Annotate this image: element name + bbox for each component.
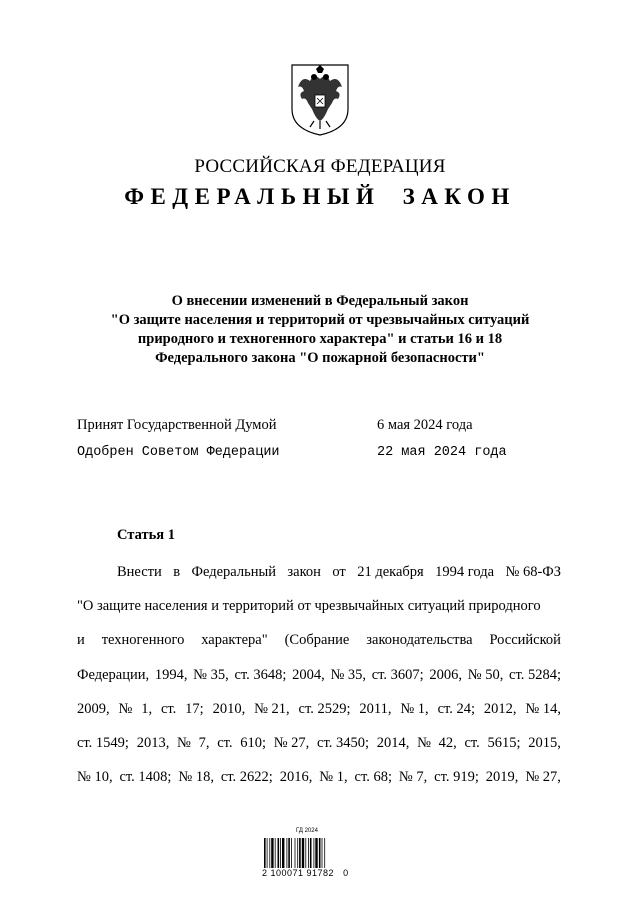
barcode-bar [271,838,273,868]
barcode-bar [264,838,266,868]
coat-of-arms-icon [288,63,352,137]
article-word: от [332,564,346,580]
barcode-bar [305,838,306,868]
barcode-bar [275,838,276,868]
article-word: № 27, [525,769,561,786]
title-line: природного и техногенного характера" и статьи 16 и 18 [137,331,503,347]
article-word: Российской [489,632,561,649]
barcode-bar [269,838,270,868]
article-word: 17; [185,700,204,717]
article-line [77,623,561,657]
barcode-bar [295,838,296,868]
article-word: № 10, [77,769,113,786]
article-word: ст. [464,734,480,751]
article-word: ст. 24; [437,700,476,717]
article-word: в [173,564,181,580]
title-line: Федерального закона "О пожарной безопасности" [155,350,485,366]
barcode-number: 2 100071 91782 0 [262,868,349,878]
article-word: ст. 3648; [234,666,287,683]
article-word: № 18, [178,769,214,786]
article-heading: Статья 1 [117,527,175,543]
article-word: № 1, [400,700,429,717]
article-word: 610; [240,734,266,751]
article-word: № 14, [525,700,561,717]
article-line [77,726,561,760]
council-approval-date: 22 мая 2024 года [377,445,507,460]
article-word: ст. 1408; [119,769,172,786]
article-word: 5615; [487,734,521,751]
article-word: № 50, [467,666,504,683]
article-word: "О защите населения и территорий от чрезвычайных ситуаций природного [77,598,541,615]
article-word: характера" [201,632,268,649]
article-word: № [118,700,133,717]
article-word: 2019, [485,769,519,786]
article-word: 2009, [77,700,110,717]
article-word: ст. [217,734,233,751]
barcode-bar [319,838,321,868]
council-approval-label: Одобрен Советом Федерации [77,445,280,460]
article-word: № 1, [319,769,348,786]
barcode-bar [282,838,284,868]
article-word: ст. 5284; [509,666,561,683]
article-word: ст. 919; [434,769,479,786]
article-line [77,589,561,623]
article-line [77,760,561,794]
article-line [77,692,561,726]
article-word: Внести [117,564,162,580]
article-word: 2006, [429,666,463,683]
article-word: № 27, [273,734,310,751]
article-word: и [77,632,85,649]
article-word: № 7, [398,769,428,786]
article-word: закон [287,564,321,580]
article-word: № 21, [254,700,290,717]
country-name: РОССИЙСКАЯ ФЕДЕРАЦИЯ [194,156,446,177]
article-word: ст. 1549; [77,734,129,751]
article-word: 2014, [376,734,410,751]
title-line: О внесении изменений в Федеральный закон [171,293,469,309]
article-word: (Собрание [284,632,350,649]
barcode-bar [310,838,312,868]
barcode-bar [291,838,292,868]
article-word: 2012, [483,700,517,717]
article-word: ст. 3607; [371,666,424,683]
duma-adoption-label: Принят Государственной Думой [77,417,277,433]
article-word: 42, [438,734,457,751]
article-word: 2011, [359,700,392,717]
barcode-bar [267,838,268,868]
article-word: законодательства [366,632,473,649]
article-word: ст. 3450; [317,734,369,751]
barcode-bar [308,838,309,868]
article-word: ст. 2529; [298,700,351,717]
barcode-bar [287,838,288,868]
article-word: 2004, [292,666,325,683]
article-word: ст. [160,700,177,717]
article-word: 2015, [528,734,561,751]
article-word: № 35, [193,666,229,683]
article-word: 1994, [154,666,188,683]
law-type-title: ФЕДЕРАЛЬНЫЙ ЗАКОН [124,184,516,209]
law-subject-title [0,292,640,368]
barcode-bar [322,838,323,868]
article-word: № 68-ФЗ [505,564,561,580]
article-word: 1, [141,700,153,717]
title-line: "О защите населения и территорий от чрезвычайных ситуаций [110,312,530,328]
article-word: 7, [198,734,210,751]
article-line [77,555,561,589]
barcode-bar [280,838,281,868]
barcode-bar [297,838,298,868]
article-word: Федерации, [77,666,150,683]
article-body [77,555,561,794]
article-word: 2010, [212,700,246,717]
article-word: ст. 68; [354,769,392,786]
barcode-small-label: ГД 2024 [296,828,318,834]
article-word: № 35, [330,666,367,683]
article-word: № [177,734,191,751]
article-line [77,658,561,692]
barcode-bar [314,838,315,868]
duma-adoption-date: 6 мая 2024 года [377,417,473,433]
article-word: 2013, [136,734,170,751]
barcode-bar [288,838,290,868]
article-word: Федеральный [191,564,276,580]
barcode-bar [315,838,317,868]
article-word: ст. 2622; [220,769,273,786]
barcode-bar [324,838,325,868]
article-word: техногенного [101,632,185,649]
article-word: № [417,734,431,751]
barcode-bar [302,838,304,868]
barcode-bar [278,838,280,868]
article-word: 2016, [279,769,313,786]
article-word: 1994 года [435,564,495,580]
barcode-bars [262,838,352,868]
barcode-bar [299,838,301,868]
article-word: 21 декабря [357,564,424,580]
